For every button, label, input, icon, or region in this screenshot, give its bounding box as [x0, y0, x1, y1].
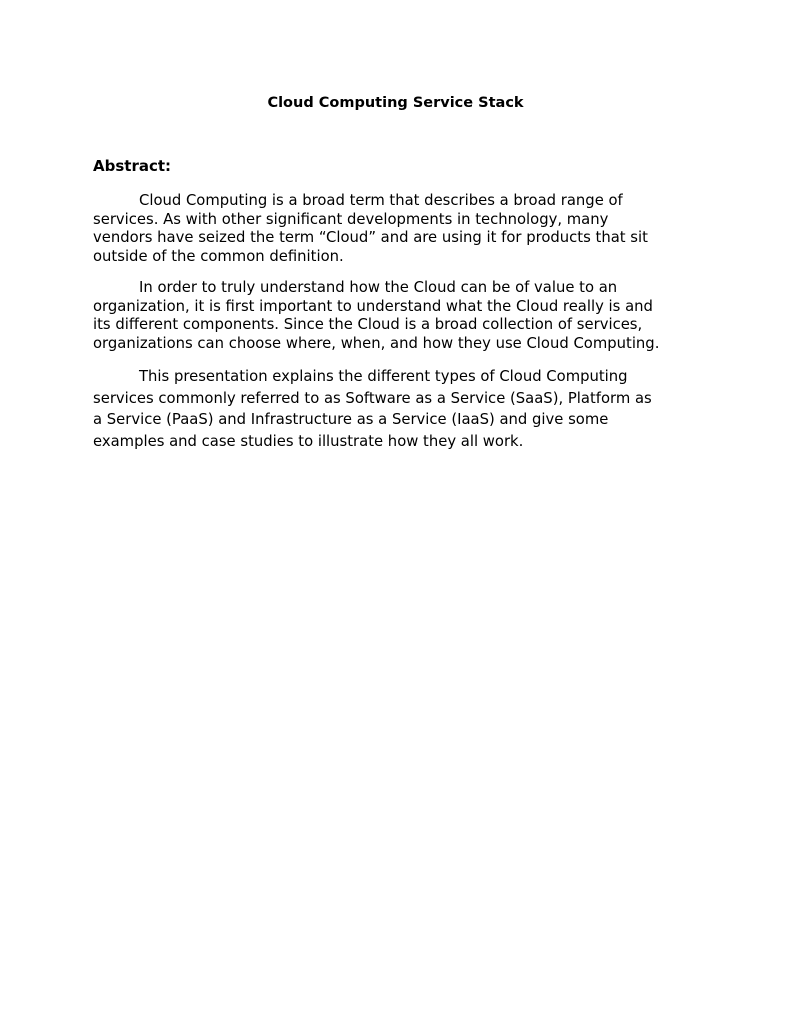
- paragraph-line: services. As with other significant developments in technology, many: [93, 210, 609, 228]
- paragraph-line: organization, it is first important to understand what the Cloud really is and: [93, 297, 653, 315]
- document-title: Cloud Computing Service Stack: [267, 95, 524, 111]
- paragraph-line: This presentation explains the different types of Cloud Computing: [139, 368, 628, 385]
- paragraph-line: Cloud Computing is a broad term that describes a broad range of: [139, 192, 623, 209]
- paragraph-line: vendors have seized the term “Cloud” and are using it for products that sit: [93, 229, 648, 247]
- paragraph-line: outside of the common definition.: [93, 248, 344, 266]
- paragraph-line: its different components. Since the Cloud is a broad collection of services,: [93, 316, 643, 334]
- abstract-paragraph-3: [93, 366, 693, 453]
- paragraph-line: a Service (PaaS) and Infrastructure as a Service (IaaS) and give some: [93, 411, 609, 429]
- paragraph-line: examples and case studies to illustrate how they all work.: [93, 433, 524, 451]
- paragraph-line: In order to truly understand how the Cloud can be of value to an: [139, 279, 618, 296]
- abstract-paragraph-2: [93, 279, 693, 354]
- abstract-paragraph-1: [93, 192, 693, 267]
- abstract-heading: Abstract:: [93, 157, 172, 175]
- paragraph-line: organizations can choose where, when, and how they use Cloud Computing.: [93, 335, 660, 353]
- paragraph-line: services commonly referred to as Software as a Service (SaaS), Platform as: [93, 389, 652, 407]
